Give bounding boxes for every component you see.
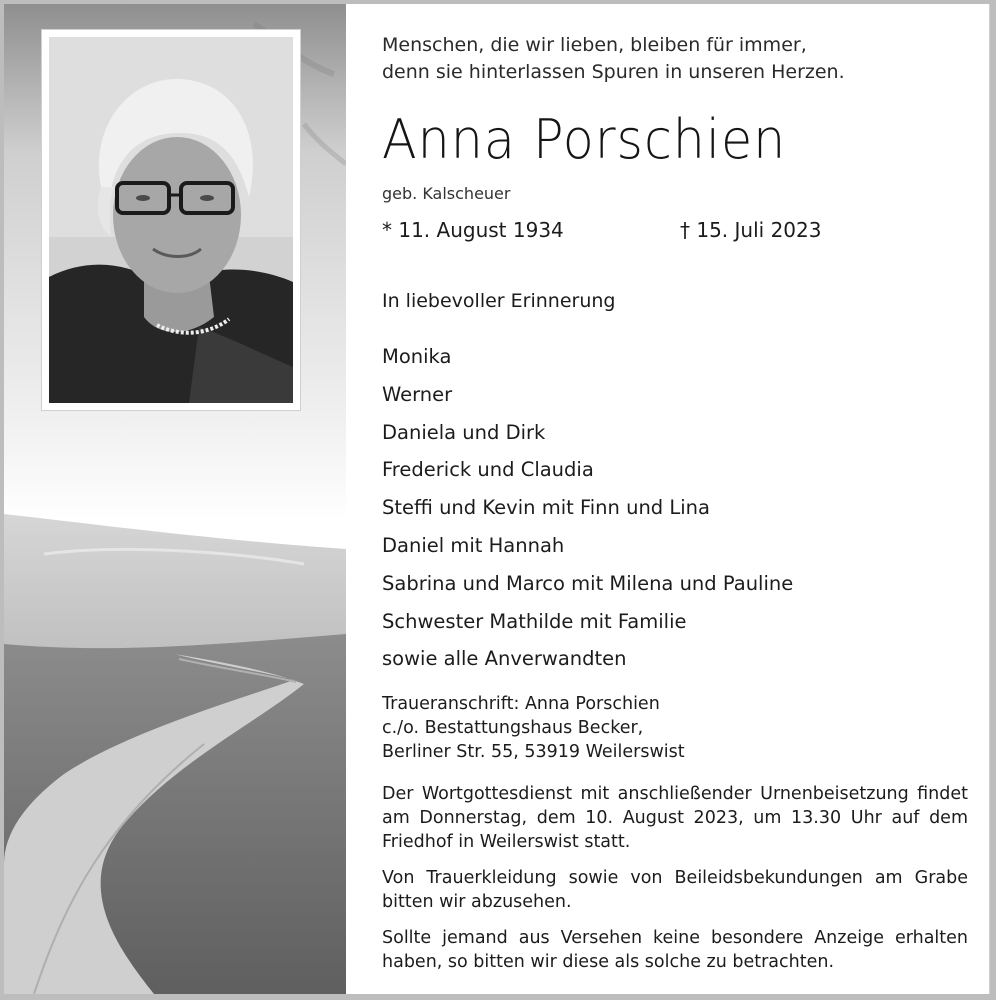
motto-line: denn sie hinterlassen Spuren in unseren Herzen. <box>382 61 845 83</box>
condolence-note: Von Trauerkleidung sowie von Beileidsbekundungen am Grabe bitten wir abzusehen. <box>382 868 968 912</box>
mourner-entry: Steffi und Kevin mit Finn und Lina <box>382 496 710 520</box>
mourners-list <box>382 338 793 678</box>
mourner-entry: Frederick und Claudia <box>382 458 594 482</box>
deceased-name: Anna Porschien <box>382 108 787 171</box>
landscape-image <box>4 4 346 994</box>
mourner-entry: Monika <box>382 345 452 368</box>
death-date: † 15. Juli 2023 <box>680 218 822 242</box>
address-line: Traueranschrift: Anna Porschien <box>382 694 660 714</box>
memory-line: In liebevoller Erinnerung <box>382 290 616 312</box>
address-line: Berliner Str. 55, 53919 Weilerswist <box>382 742 685 762</box>
mourner-entry: Werner <box>382 382 453 406</box>
service-announcement: Der Wortgottesdienst mit anschließender Urnenbeisetzung findet am Donnerstag, dem 10. August 2023, um 13.30 Uhr auf dem Friedhof in Weilerswist statt. <box>382 784 968 852</box>
portrait-frame <box>42 30 300 410</box>
portrait-illustration <box>49 37 293 403</box>
birth-date: * 11. August 1934 <box>382 218 564 242</box>
mourner-entry: Daniel mit Hannah <box>382 533 565 557</box>
address-line: c./o. Bestattungshaus Becker, <box>382 718 644 738</box>
border-line <box>989 4 990 994</box>
motto-line: Menschen, die wir lieben, bleiben für immer, <box>382 34 807 56</box>
obituary-card <box>4 4 990 994</box>
birth-name: geb. Kalscheuer <box>382 184 511 203</box>
portrait-photo <box>49 37 293 403</box>
mourner-entry: Schwester Mathilde mit Familie <box>382 609 687 633</box>
motto <box>382 32 845 86</box>
notice-note: Sollte jemand aus Versehen keine besondere Anzeige erhalten haben, so bitten wir diese als solche zu betrachten. <box>382 928 968 972</box>
mourner-entry: Daniela und Dirk <box>382 420 546 444</box>
mourning-address <box>382 692 685 764</box>
mourner-entry: Sabrina und Marco mit Milena und Pauline <box>382 571 794 595</box>
mourner-entry: sowie alle Anverwandten <box>382 647 627 671</box>
